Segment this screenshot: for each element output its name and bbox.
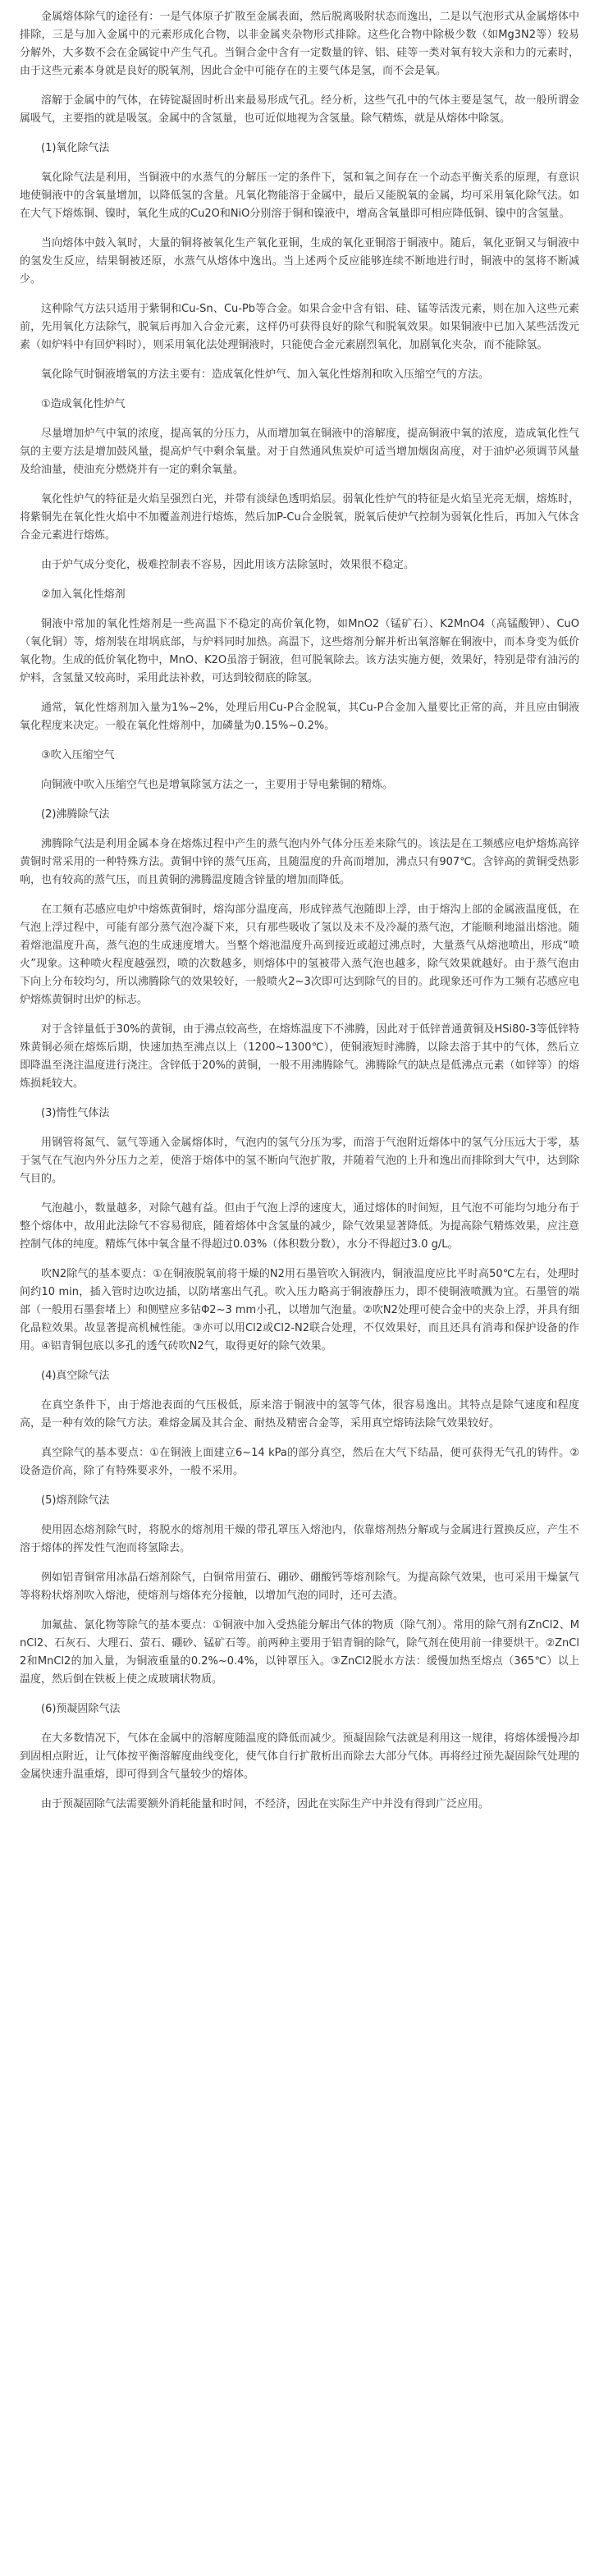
paragraph-inert-gas-principle: 用钢管将氮气、氩气等通入金属熔体时，气泡内的氢气分压为零，而溶于气泡附近熔体中的氢气分压远大于零，基于氢气在气泡内外分压力之差，使溶于熔体中的氢不断向气泡扩散，并随着气泡的上升和逸出而排除到大气中，达到除气目的。 [20,1137,579,1185]
paragraph-low-zinc-brass: 对于含锌量低于30%的黄铜，由于沸点较高些，在熔炼温度下不沸腾，因此对于低锌普通黄铜及HSi80-3等低锌特殊黄铜必须在熔炼后期，快速加热至沸点以上（1200~1300℃），使铜液短时沸腾，以除去溶于其中的气体，然后立即降温至浇注温度进行浇注。含锌低于20%的黄铜，一般不用沸腾除气。沸腾除气的缺点是低沸点元素（如锌等）的熔炼损耗较大。 [20,1023,579,1090]
paragraph-oxidizing-atmosphere: 尽量增加炉气中氧的浓度，提高氧的分压力，从而增加氧在铜液中的溶解度，提高铜液中氧的浓度，造成氧化性气氛的主要方法是增加鼓风量，提高炉气中剩余氧量。对于自然通风焦炭炉可适当增加烟囱高度，对于油炉必须调节风量及给油量，使油充分燃烧并有一定的剩余氧量。 [20,428,579,476]
paragraph-vacuum-key-points: 真空除气的基本要点：①在铜液上面建立6~14 kPa的部分真空，然后在大气下结晶，便可获得无气孔的铸件。②设备造价高，除了有特殊要求外，一般不采用。 [20,1447,579,1477]
paragraph-flux-examples: 例如铝青铜常用冰晶石熔剂除气，白铜常用萤石、硼砂、硼酸钙等熔剂除气。为提高除气效果，也可采用干燥氯气等将粉状熔剂吹入熔池，使熔剂与熔体充分接触，以增加气泡的同时，还可去渣。 [20,1572,579,1602]
heading-compressed-air: ③吹入压缩空气 [41,749,115,762]
heading-vacuum-degassing: (4)真空除气法 [41,1370,110,1382]
paragraph-unstable-effect: 由于炉气成分变化，极难控制表不容易，因此用该方法除氢时，效果很不稳定。 [41,559,415,571]
paragraph-nitrogen-key-points: 吹N2除气的基本要点：①在铜液脱氧前将干燥的N2用石墨管吹入铜液内，铜液温度应比平时高50℃左右，处理时间约10 min，插入管时边吹边插，以防堵塞出气孔。吹入压力略高于铜液静压力，即不使铜液喷溅为宜。石墨管的端部（一般用石墨套堵上）和侧壁应多钻Φ2~3 mm小孔，以增加气泡量。②吹N2处理可使合金中的夹杂上浮，并具有细化晶粒效果。故显著提高机械性能。③亦可以用Cl2或Cl2-N2联合处理，不仅效果好，而且还具有消毒和保护设备的作用。④铝青铜包底以多孔的透气砖吹N2气，取得更好的除气效果。 [20,1268,579,1352]
paragraph-solid-flux: 使用固态熔剂除气时，将脱水的熔剂用干燥的带孔罩压入熔池内，依靠熔剂热分解或与金属进行置换反应，产生不溶于熔体的挥发性气泡而将氢除去。 [20,1524,579,1554]
paragraph-bubble-size: 气泡越小，数量越多，对除气越有益。但由于气泡上浮的速度大，通过熔体的时间短，且气泡不可能均匀地分布于整个熔体中，故用此法除气不容易彻底，随着熔体中含氢量的减少，除气效果显著降低。为提高除气精炼效果，应注意控制气体的纯度。精炼气体中氧含量不得超过0.03%（体积数分数），水分不得超过3.0 g/L。 [20,1202,579,1251]
paragraph-intro: 金属熔体除气的途径有：一是气体原子扩散至金属表面，然后脱离吸附状态而逸出，二是以气泡形式从金属熔体中排除，三是与加入金属中的元素形成化合物，以非金属夹杂物形式排除。这些化合物中除极少数（如Mg3N2等）较易分解外，大多数不会在金属锭中产生气孔。当铜合金中含有一定数量的锌、铝、硅等一类对氧有较大亲和力的元素时，由于这些元素本身就是良好的脱氧剂，因此合金中可能存在的主要气体是氢，而不会是氧。 [20,11,579,77]
heading-inert-gas: (3)惰性气体法 [41,1107,110,1119]
paragraph-oxidation-principle: 氧化除气法是利用，当铜液中的水蒸气的分解压一定的条件下，氢和氧之间存在一个动态平衡关系的原理，有意识地使铜液中的含氧量增加，以降低氢的含量。凡氧化物能溶于金属中，最后又能脱氧的金属，均可采用氧化除气法。如在大气下熔炼铜、镍时，氧化生成的Cu2O和NiO分别溶于铜和镍液中，增高含氧量即可相应降低铜、镍中的含氢量。 [20,172,579,220]
paragraph-pre-solidification: 在大多数情况下，气体在金属中的溶解度随温度的降低而减少。预凝固除气法就是利用这一规律，将熔体缓慢冷却到固相点附近，让气体按平衡溶解度曲线变化，使气体自行扩散析出而除去大部分气体。再将经过预先凝固除气处理的金属快速升温重熔，即可得到含气量较少的熔体。 [20,1732,579,1781]
paragraph-chloride-key-points: 加氟盐、氯化物等除气的基本要点：①铜液中加入受热能分解出气体的物质（除气剂）。常用的除气剂有ZnCl2、MnCl2、石灰石、大理石、萤石、硼砂、锰矿石等。前两种主要用于铝青铜的除气，除气剂在使用前一律要烘干。②ZnCl2和MnCl2的加入量，为铜液重量的0.2%~0.4%，以钟罩压入。③ZnCl2脱水方法：缓慢加热至熔点（365℃）以上温度，然后倒在铁板上使之成玻璃状物质。 [20,1619,579,1686]
heading-oxidizing-atmosphere: ①造成氧化性炉气 [41,398,126,410]
heading-flux-degassing: (5)熔剂除气法 [41,1494,110,1507]
paragraph-flame-features: 氧化性炉气的特征是火焰呈强烈白光，并带有淡绿色透明焰层。弱氧化性炉气的特征是火焰呈光亮无烟，熔炼时，将紫铜先在氧化性火焰中不加覆盖剂进行熔炼，然后加P-Cu合金脱氧，脱氧后使炉气控制为弱氧化性后，再加入气体含合金元素进行熔炼。 [20,493,579,542]
paragraph-applicable-alloys: 这种除气方法只适用于紫铜和Cu-Sn、Cu-Pb等合金。如果合金中含有铝、硅、锰等活泼元素，则在加入这些元素前，先用氧化方法除气，脱氧后再加入合金元素，这样仍可获得良好的除气和脱氧效果。如果铜液中已加入某些活泼元素（如炉料中有回炉料时），则采用氧化法处理铜液时，只能使合金元素剧烈氧化，加剧氧化夹杂，而不能除氢。 [20,303,579,351]
heading-oxidation-degassing: (1)氧化除气法 [41,142,110,154]
heading-oxidizing-flux: ②加入氧化性熔剂 [41,588,126,601]
paragraph-pre-solidification-cost: 由于预凝固除气法需要额外消耗能量和时间，不经济，因此在实际生产中并没有得到广泛应用。 [41,1798,490,1810]
paragraph-oxidizing-flux: 铜液中常加的氧化性熔剂是一些高温下不稳定的高价氧化物，如MnO2（锰矿石）、K2MnO4（高锰酸钾）、CuO（氧化铜）等，熔剂装在坩埚底部，与炉料同时加热。高温下，这些熔剂分解并析出氧溶解在铜液中，而本身变为低价氧化物。生成的低价氧化物中，MnO、K2O虽溶于铜液，但可脱氧除去。该方法实施方便，效果好，特别是带有油污的炉料，含氢量又较高时，采用此法补救，可达到较彻底的除氢。 [20,618,579,684]
heading-pre-solidification: (6)预凝固除气法 [41,1703,121,1715]
paragraph-compressed-air: 向铜液中吹入压缩空气也是增氧除氢方法之一，主要用于导电紫铜的精炼。 [41,779,394,791]
paragraph-oxygen-blowing: 当向熔体中鼓入氧时，大量的铜将被氧化生产氧化亚铜，生成的氧化亚铜溶于铜液中。随后，氧化亚铜又与铜液中的氢发生反应，结果铜被还原，水蒸气从熔体中逸出。当上述两个反应能够连续不断地进行时，铜液中的氢将不断减少。 [20,237,579,286]
paragraph-boiling-principle: 沸腾除气法是利用金属本身在熔炼过程中产生的蒸气泡内外气体分压差来除气的。该法是在工频感应电炉熔炼高锌黄铜时常采用的一种特殊方法。黄铜中锌的蒸气压高，且随温度的升高而增加，沸点只有907℃。含锌高的黄铜受热影响，也有较高的蒸气压，而且黄铜的沸腾温度随含锌量的增加而降低。 [20,838,579,886]
paragraph-oxygen-increase-methods: 氧化除气时铜液增氧的方法主要有：造成氧化性炉气、加入氧化性熔剂和吹入压缩空气的方法。 [41,368,490,381]
paragraph-vacuum-principle: 在真空条件下，由于熔池表面的气压极低，原来溶于铜液中的氢等气体，很容易逸出。其特点是除气速度和程度高，是一种有效的除气方法。难熔金属及其合金、耐热及精密合金等，采用真空熔铸法除气效果较好。 [20,1399,579,1430]
heading-boiling-degassing: (2)沸腾除气法 [41,808,110,821]
paragraph-flux-amount: 通常，氧化性熔剂加入量为1%~2%，处理后用Cu-P合金脱氧，其Cu-P合金加入量要比正常的高，并且应由铜液氧化程度来决定。一般在氧化性熔剂中，加磷量为0.15%~0.2%。 [20,702,579,732]
paragraph-gas-in-metal: 溶解于金属中的气体，在铸锭凝固时析出来最易形成气孔。经分析，这些气孔中的气体主要是氢气，故一般所谓金属吸气，主要指的就是吸氢。金属中的含氢量，也可近似地视为含氢量。除气精炼，就是从熔体中除氢。 [20,94,579,125]
paragraph-induction-furnace: 在工频有芯感应电炉中熔炼黄铜时，熔沟部分温度高，形成锌蒸气泡随即上浮，由于熔沟上部的金属液温度低，在气泡上浮过程中，可能有部分蒸气泡冷凝下来，只有那些吸收了氢以及未不及冷凝的蒸气泡，才能顺利地溢出熔池。随着熔池温度升高，蒸气泡的生成速度增大。当整个熔池温度升高到接近或超过沸点时，大量蒸气从熔池喷出，形成“喷火”现象。这种喷火程度越强烈，喷的次数越多，则熔体中的氢被带入蒸气泡也越多，除气效果就越好。由于蒸气泡由下向上分布较均匀，所以沸腾除气的效果较好，一般喷火2~3次即可达到除气的目的。此现象还可作为工频有芯感应电炉熔炼黄铜时出炉的标志。 [20,904,579,1006]
